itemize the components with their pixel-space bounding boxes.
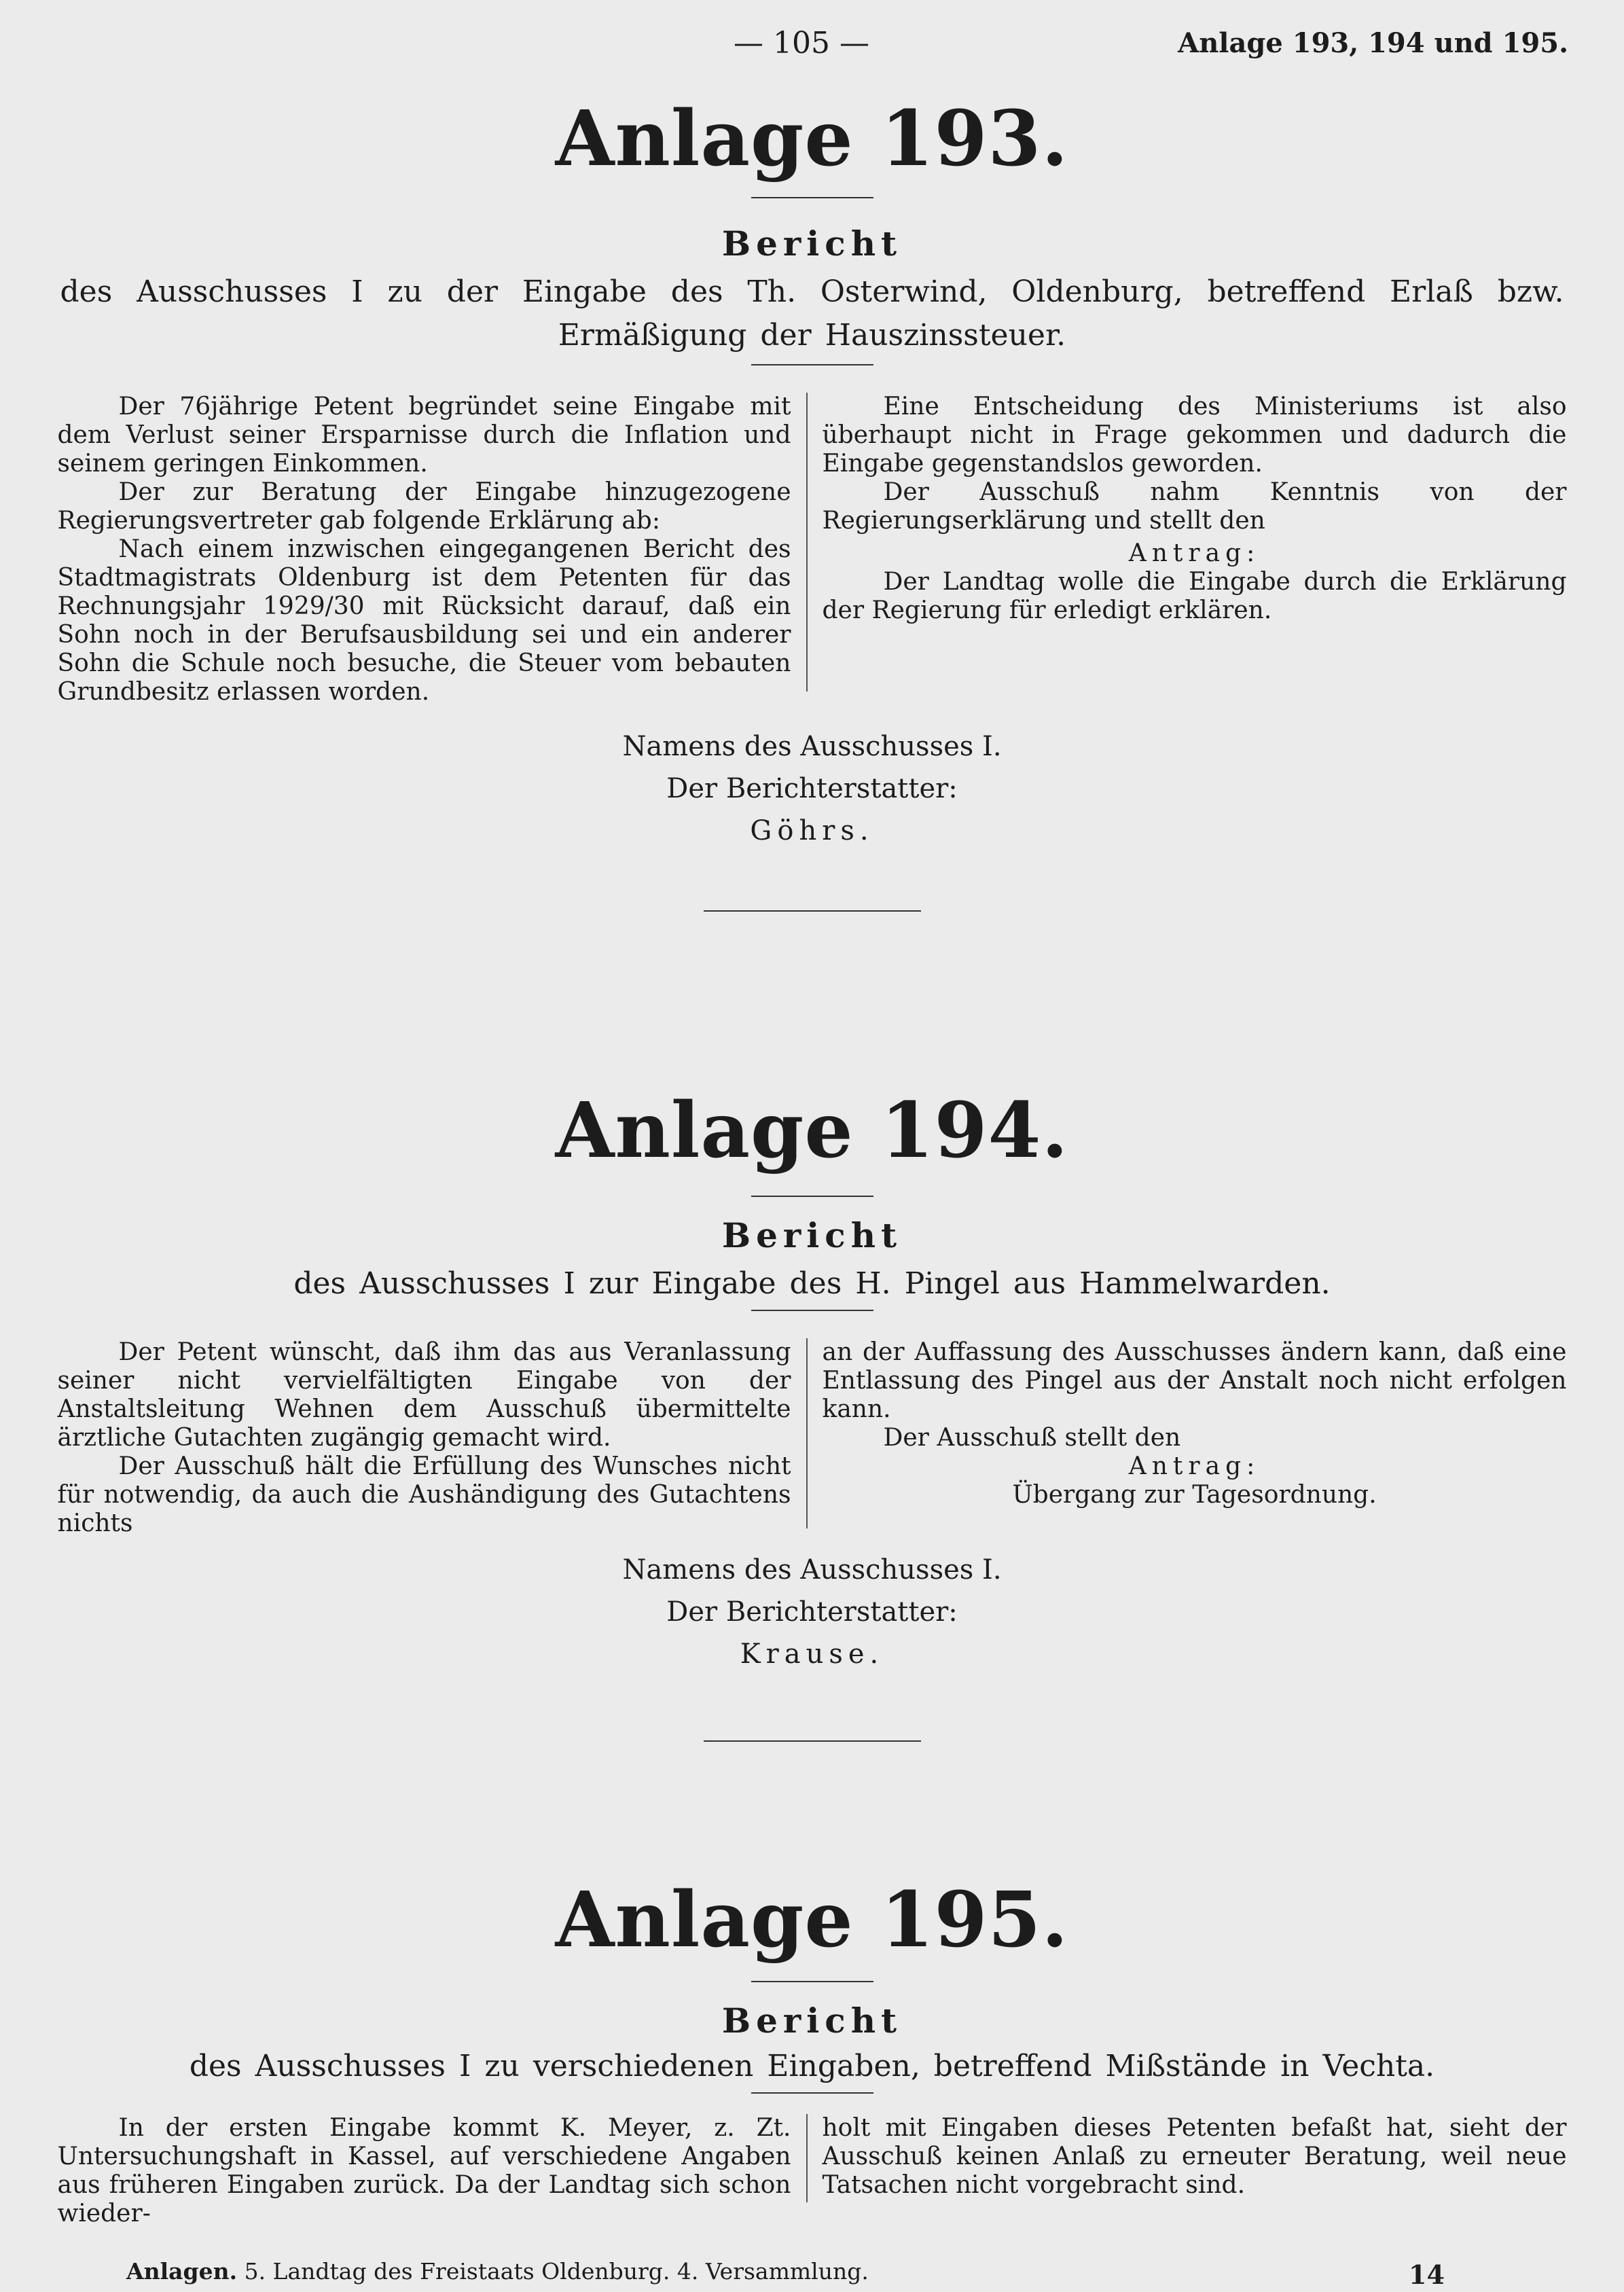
bericht-heading: Bericht	[721, 2001, 903, 2041]
bericht-heading: Bericht	[721, 223, 903, 264]
footer-label: Anlagen.	[126, 2258, 238, 2285]
right-column	[808, 2114, 1567, 2216]
paragraph: In der ersten Eingabe kommt K. Meyer, z. Zt. Untersuchungshaft in Kassel, auf verschiedene Angaben aus früheren Eingaben zurück. Da der Landtag sich schon wieder-	[57, 2114, 791, 2227]
sheet-number: 14	[1409, 2259, 1445, 2290]
page-number: — 105 —	[734, 26, 869, 60]
left-column	[58, 1338, 806, 1542]
title-rule	[751, 1196, 873, 1197]
report-subtitle: des Ausschusses I zur Eingabe des H. Pingel aus Hammelwarden.	[293, 1266, 1331, 1301]
section-divider	[704, 1740, 921, 1742]
paragraph: Der Ausschuß stellt den	[883, 1424, 1181, 1452]
title-rule	[751, 1981, 873, 1982]
reporter-role: Der Berichterstatter:	[666, 773, 958, 804]
anlage-195-section	[0, 1876, 1624, 2227]
report-subtitle: des Ausschusses I zu verschiedenen Eingaben, betreffend Mißstände in Vechta.	[189, 2049, 1435, 2083]
anlage-194-title: Anlage 194.	[555, 1086, 1069, 1175]
committee-line: Namens des Ausschusses I.	[622, 1554, 1002, 1586]
antrag-text: Übergang zur Tagesordnung.	[1012, 1481, 1377, 1509]
report-subtitle: des Ausschusses I zu der Eingabe des Th. Osterwind, Oldenburg, betreffend Erlaß bzw. Ermäßigung der Hauszinssteuer.	[60, 274, 1564, 353]
paragraph: holt mit Eingaben dieses Petenten befaßt hat, sieht der Ausschuß keinen Anlaß zu erneuter Beratung, weil neue Tatsachen nicht vorgebracht sind.	[822, 2114, 1567, 2199]
report-body	[58, 1338, 1567, 1542]
anlage-193-title: Anlage 193.	[555, 94, 1069, 183]
running-head	[0, 26, 1624, 67]
report-body	[57, 2114, 1567, 2227]
anlage-195-title: Anlage 195.	[555, 1876, 1069, 1965]
reporter-name: Göhrs.	[750, 815, 874, 846]
reporter-role: Der Berichterstatter:	[666, 1596, 958, 1628]
page-footer	[0, 2258, 1624, 2292]
title-rule	[751, 197, 873, 198]
anlage-194-section	[0, 1087, 1624, 1742]
paragraph: Nach einem inzwischen eingegangenen Bericht des Stadtmagistrats Oldenburg ist dem Petenten für das Rechnungsjahr 1929/30 mit Rücksicht darauf, daß ein Sohn noch in der Berufsausbildung sei und ein anderer Sohn die Schule noch besuche, die Steuer vom bebauten Grundbesitz erlassen worden.	[57, 535, 791, 706]
antrag-label: Antrag:	[1128, 1452, 1261, 1480]
signature-block	[0, 1549, 1624, 1675]
paragraph: Der Ausschuß nahm Kenntnis von der Regierungserklärung und stellt den	[822, 478, 1567, 535]
antrag-label: Antrag:	[1128, 539, 1261, 567]
subtitle-rule	[751, 2092, 873, 2094]
bericht-heading: Bericht	[721, 1215, 903, 1255]
paragraph: Der 76jährige Petent begründet seine Eingabe mit dem Verlust seiner Ersparnisse durch die Inflation und seinem geringen Einkommen.	[57, 393, 791, 478]
running-title: Anlage 193, 194 und 195.	[1178, 27, 1568, 59]
signature-block	[0, 726, 1624, 852]
committee-line: Namens des Ausschusses I.	[622, 731, 1002, 762]
paragraph: Der Petent wünscht, daß ihm das aus Veranlassung seiner nicht vervielfältigten Eingabe von der Anstaltsleitung Wehnen dem Ausschuß übermittelte ärztliche Gutachten zugängig gemacht wird.	[57, 1338, 791, 1452]
report-body	[58, 393, 1567, 726]
left-column	[58, 393, 806, 726]
footer-imprint	[126, 2258, 869, 2285]
anlage-193-section	[0, 95, 1624, 912]
right-column	[808, 393, 1567, 726]
paragraph: Der Ausschuß hält die Erfüllung des Wunsches nicht für notwendig, da auch die Aushändigung des Gutachtens nichts	[57, 1452, 791, 1537]
left-column	[57, 2114, 806, 2227]
footer-text: 5. Landtag des Freistaats Oldenburg. 4. Versammlung.	[244, 2258, 869, 2285]
antrag-text: Der Landtag wolle die Eingabe durch die Erklärung der Regierung für erledigt erklären.	[822, 568, 1567, 624]
subtitle-rule	[751, 364, 873, 365]
right-column	[808, 1338, 1567, 1542]
subtitle-rule	[751, 1310, 873, 1311]
paragraph: an der Auffassung des Ausschusses ändern kann, daß eine Entlassung des Pingel aus der Anstalt noch nicht erfolgen kann.	[822, 1338, 1567, 1423]
section-divider	[704, 910, 921, 912]
paragraph: Der zur Beratung der Eingabe hinzugezogene Regierungsvertreter gab folgende Erklärung ab:	[57, 478, 791, 535]
reporter-name: Krause.	[740, 1639, 884, 1670]
paragraph: Eine Entscheidung des Ministeriums ist also überhaupt nicht in Frage gekommen und dadurch die Eingabe gegenstandslos geworden.	[822, 393, 1567, 478]
